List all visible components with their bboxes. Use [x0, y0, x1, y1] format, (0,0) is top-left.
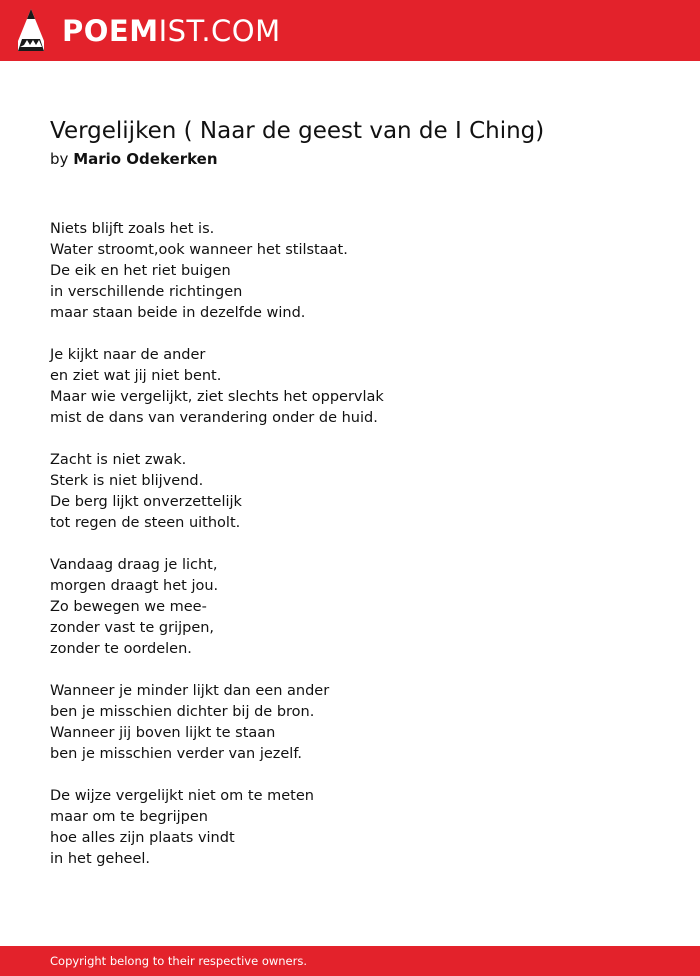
copyright-notice: Copyright belong to their respective owners. [50, 954, 308, 968]
pencil-icon [18, 9, 44, 51]
poem-line: maar staan beide in dezelfde wind. [50, 305, 306, 321]
poem-line: Sterk is niet blijvend. [50, 473, 204, 489]
brand-light: IST.COM [158, 14, 281, 48]
poem-line: De eik en het riet buigen [50, 263, 231, 279]
poem-byline [50, 149, 218, 169]
poem-line: Maar wie vergelijkt, ziet slechts het oppervlak [50, 389, 384, 405]
poem-stanza [50, 450, 650, 534]
poem-line: zonder te oordelen. [50, 641, 192, 657]
poem-author: Mario Odekerken [73, 150, 218, 168]
brand-bold: POEM [62, 14, 159, 48]
poem-line: hoe alles zijn plaats vindt [50, 830, 235, 846]
site-header [0, 0, 700, 61]
poem-stanza [50, 786, 650, 870]
poem-stanza [50, 345, 650, 429]
poem-line: tot regen de steen uitholt. [50, 515, 241, 531]
poem-line: zonder vast te grijpen, [50, 620, 215, 636]
poem-line: Zo bewegen we mee- [50, 599, 207, 615]
poem-title: Vergelijken ( Naar de geest van de I Ching) [50, 118, 545, 144]
poem-line: en ziet wat jij niet bent. [50, 368, 222, 384]
poem-line: in verschillende richtingen [50, 284, 243, 300]
poem-line: maar om te begrijpen [50, 809, 208, 825]
poem-line: Water stroomt,ook wanneer het stilstaat. [50, 242, 348, 258]
poem-line: ben je misschien dichter bij de bron. [50, 704, 315, 720]
poem-line: morgen draagt het jou. [50, 578, 219, 594]
poem-stanza [50, 681, 650, 765]
poem-line: De wijze vergelijkt niet om te meten [50, 788, 314, 804]
poem-stanza [50, 555, 650, 660]
poem-line: ben je misschien verder van jezelf. [50, 746, 302, 762]
poem-line: De berg lijkt onverzettelijk [50, 494, 242, 510]
poem-line: in het geheel. [50, 851, 151, 867]
poem-line: Wanneer je minder lijkt dan een ander [50, 683, 330, 699]
poem-line: mist de dans van verandering onder de huid. [50, 410, 378, 426]
poem-line: Vandaag draag je licht, [50, 557, 218, 573]
by-label: by [50, 150, 69, 168]
poem-stanza [50, 219, 650, 324]
poem-line: Je kijkt naar de ander [50, 347, 206, 363]
poem-line: Niets blijft zoals het is. [50, 221, 215, 237]
site-footer [0, 946, 700, 976]
site-logo-text[interactable] [62, 13, 281, 49]
poem-body [50, 219, 650, 891]
poem-line: Wanneer jij boven lijkt te staan [50, 725, 276, 741]
poem-line: Zacht is niet zwak. [50, 452, 187, 468]
